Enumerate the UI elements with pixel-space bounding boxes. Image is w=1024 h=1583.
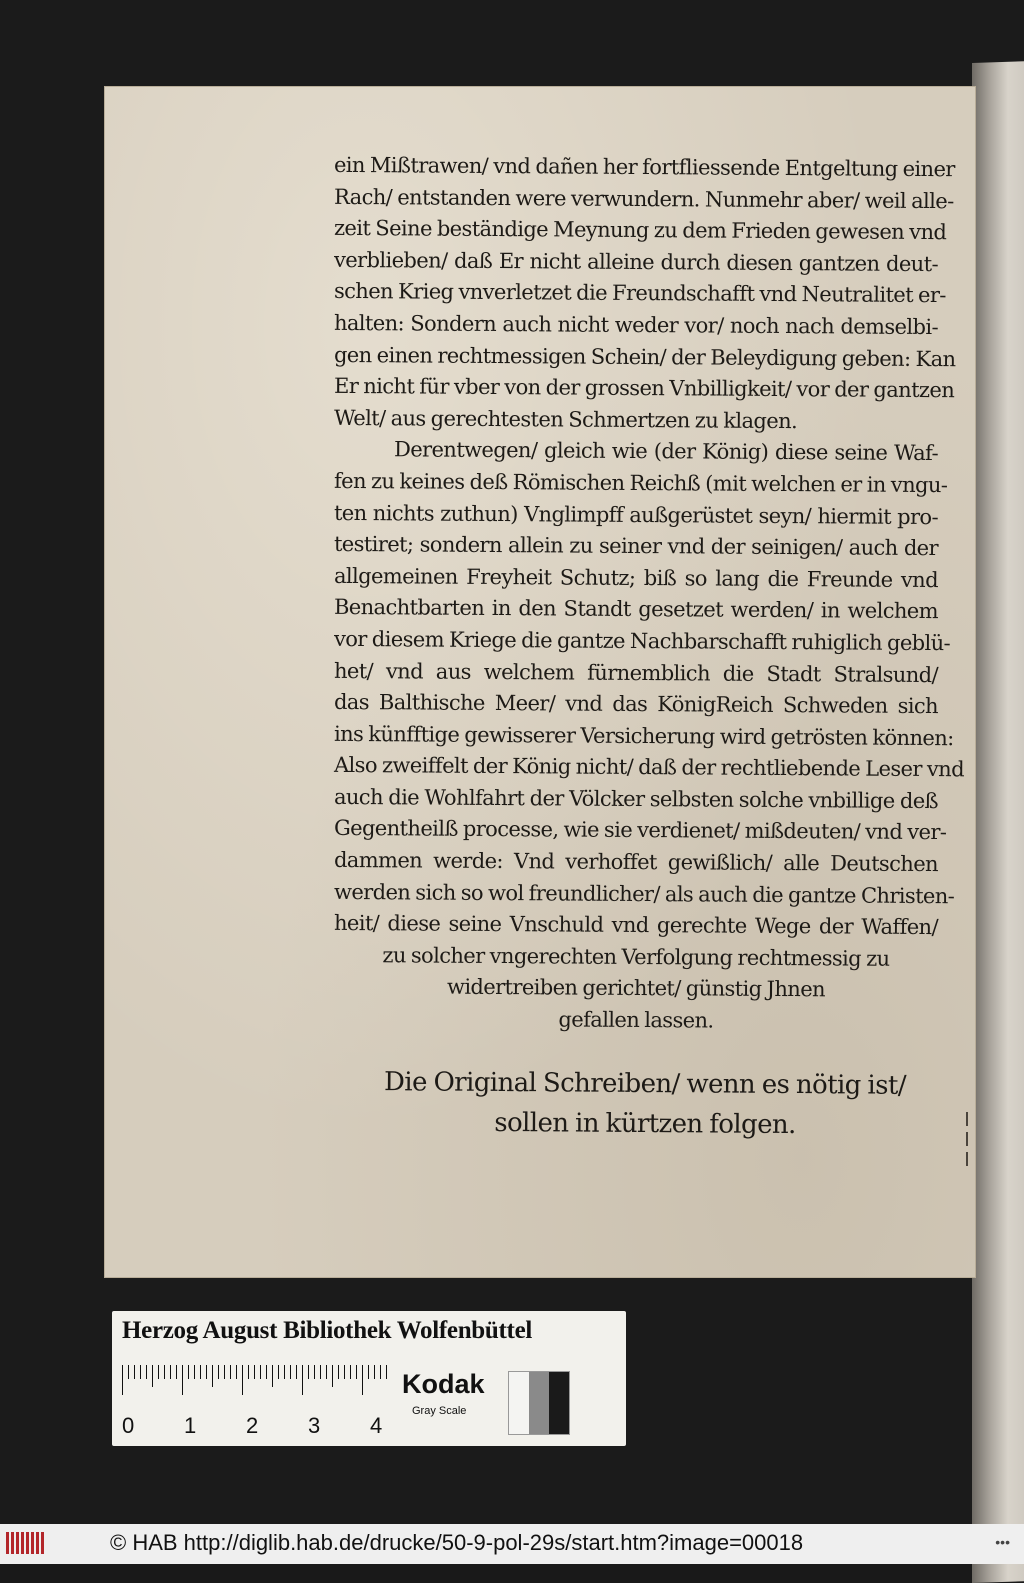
text-line: Derentwegen/ gleich wie (der König) diese seine Waf-	[393, 437, 939, 466]
closing-line: sollen in kürtzen folgen.	[494, 1107, 796, 1141]
text-line: halten: Sondern auch nicht weder vor/ noch nach demselbi-	[333, 310, 939, 340]
ruler-tick	[320, 1365, 321, 1379]
text-line: ein Mißtrawen/ vnd dañen her fortfliessende Entgeltung einer	[333, 152, 955, 182]
text-line: testiret; sondern allein zu seiner vnd der seinigen/ auch der	[333, 532, 939, 561]
body-text	[333, 152, 965, 1037]
gray-patches	[508, 1371, 570, 1435]
ruler-tick	[356, 1365, 357, 1379]
ruler-tick	[146, 1365, 147, 1379]
ruler-tick	[242, 1365, 243, 1395]
ruler-tick	[386, 1365, 387, 1379]
margin-marks	[966, 1106, 972, 1186]
text-line: dammen werde: Vnd verhoffet gewißlich/ alle Deutschen	[333, 847, 939, 877]
ruler-tick	[302, 1365, 303, 1395]
footer-bar	[0, 1524, 1024, 1564]
ruler-tick	[362, 1365, 363, 1395]
text-line: Rach/ entstanden were verwundern. Nunmehr aber/ weil alle-	[333, 184, 954, 213]
ruler-tick	[314, 1365, 315, 1379]
ruler-tick	[230, 1365, 231, 1379]
text-line: Gegentheilß processe, wie sie verdienet/ mißdeuten/ vnd ver-	[333, 816, 947, 845]
ruler-number: 2	[246, 1413, 259, 1438]
ruler-tick	[194, 1365, 195, 1379]
ruler-tick	[152, 1365, 153, 1387]
text-line: verblieben/ daß Er nicht alleine durch diesen gantzen deut-	[333, 247, 939, 276]
gray-patch	[509, 1372, 529, 1434]
ruler-number: 0	[122, 1413, 135, 1438]
text-line: widertreiben gerichtet/ günstig Jhnen	[446, 975, 826, 1002]
text-line: vor diesem Kriege die gantze Nachbarschafft ruhiglich geblü-	[333, 626, 951, 656]
gray-scale-card	[112, 1311, 626, 1446]
ruler-tick	[326, 1365, 327, 1379]
text-line: Benachtbarten in den Standt gesetzet werden/ in welchem	[333, 595, 939, 624]
text-line: werden sich so wol freundlicher/ als auch die gantze Christen-	[333, 879, 955, 908]
ruler-tick	[266, 1365, 267, 1379]
ruler-tick	[338, 1365, 339, 1379]
ruler-tick	[140, 1365, 141, 1379]
text-line: fen zu keines deß Römischen Reichß (mit welchen er in vngu-	[333, 468, 948, 498]
kodak-logo: Kodak	[402, 1369, 485, 1399]
ruler-tick	[368, 1365, 369, 1379]
ruler-tick	[128, 1365, 129, 1379]
ruler-tick	[290, 1365, 291, 1379]
library-title: Herzog August Bibliothek Wolfenbüttel	[122, 1317, 533, 1344]
ruler-tick	[122, 1365, 123, 1395]
adjacent-page-edge	[972, 61, 1024, 1583]
ruler-tick	[380, 1365, 381, 1379]
ruler-tick	[158, 1365, 159, 1379]
ruler	[122, 1355, 402, 1438]
ruler-tick	[350, 1365, 351, 1379]
closing-line: Die Original Schreiben/ wenn es nötig ist/	[383, 1067, 907, 1101]
ruler-number: 4	[370, 1413, 383, 1438]
gray-patch	[549, 1372, 569, 1434]
text-line: Also zweiffelt der König nicht/ daß der rechtliebende Leser vnd	[333, 753, 965, 782]
text-line: gefallen lassen.	[558, 1007, 714, 1033]
gray-patch	[529, 1372, 549, 1434]
ruler-tick	[308, 1365, 309, 1379]
ruler-tick	[284, 1365, 285, 1379]
ruler-tick	[182, 1365, 183, 1395]
text-line: zu solcher vngerechten Verfolgung rechtmessig zu	[382, 943, 890, 971]
ruler-tick	[212, 1365, 213, 1387]
ruler-tick	[134, 1365, 135, 1379]
text-line: das Balthische Meer/ vnd das KönigReich Schweden sich	[333, 689, 939, 719]
text-line: ten nichts zuthun) Vnglimpff außgerüstet seyn/ hiermit pro-	[333, 500, 939, 529]
text-line: het/ vnd aus welchem fürnemblich die Stadt Stralsund/	[333, 658, 939, 687]
ruler-tick	[272, 1365, 273, 1387]
more-icon[interactable]: •••	[995, 1534, 1010, 1550]
ruler-tick	[224, 1365, 225, 1379]
ruler-tick	[296, 1365, 297, 1379]
ruler-tick	[260, 1365, 261, 1379]
ruler-tick	[200, 1365, 201, 1379]
ruler-tick	[218, 1365, 219, 1379]
text-line: gen einen rechtmessigen Schein/ der Beleydigung geben: Kan	[333, 342, 956, 371]
ruler-tick	[170, 1365, 171, 1379]
text-line: heit/ diese seine Vnschuld vnd gerechte Wege der Waffen/	[333, 911, 939, 940]
text-line: zeit Seine beständige Meynung zu dem Frieden gewesen vnd	[333, 216, 947, 245]
ruler-tick	[188, 1365, 189, 1379]
ruler-tick	[164, 1365, 165, 1379]
document-page	[104, 86, 976, 1278]
text-line: Er nicht für vber von der grossen Vnbilligkeit/ vor der gantzen	[333, 374, 955, 403]
closing-text	[350, 1064, 940, 1144]
ruler-tick	[278, 1365, 279, 1379]
ruler-number: 1	[184, 1413, 197, 1438]
ruler-tick	[254, 1365, 255, 1379]
gray-scale-label: Gray Scale	[412, 1405, 467, 1417]
footer-credit: © HAB http://diglib.hab.de/drucke/50-9-pol-29s/start.htm?image=00018	[110, 1530, 804, 1555]
text-line: allgemeinen Freyheit Schutz; biß so lang die Freunde vnd	[333, 563, 939, 592]
text-line: auch die Wohlfahrt der Völcker selbsten solche vnbillige deß	[333, 784, 939, 813]
ruler-tick	[206, 1365, 207, 1379]
hab-logo-icon	[6, 1532, 46, 1554]
ruler-number: 3	[308, 1413, 321, 1438]
text-line: schen Krieg vnverletzet die Freundschafft vnd Neutralitet er-	[333, 279, 946, 308]
ruler-tick	[374, 1365, 375, 1379]
text-line: ins künfftige gewisserer Versicherung wird getrösten können:	[333, 721, 954, 750]
text-line: Welt/ aus gerechtesten Schmertzen zu klagen.	[333, 405, 798, 433]
ruler-tick	[332, 1365, 333, 1387]
ruler-tick	[176, 1365, 177, 1379]
ruler-tick	[236, 1365, 237, 1379]
ruler-tick	[248, 1365, 249, 1379]
ruler-tick	[344, 1365, 345, 1379]
